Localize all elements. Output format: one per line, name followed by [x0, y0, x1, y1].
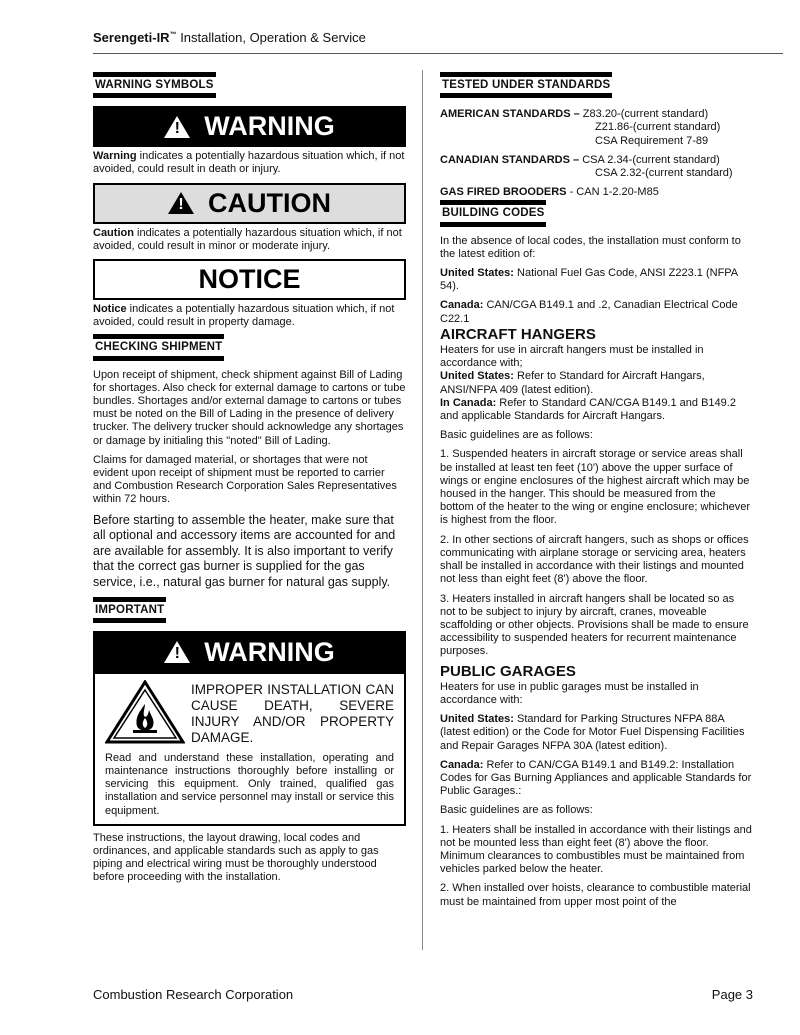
section-heading-tested-standards: TESTED UNDER STANDARDS [440, 72, 612, 98]
fire-hazard-icon [105, 680, 185, 744]
left-column [93, 72, 406, 891]
garages-canada: Canada: Refer to CAN/CGA B149.1 and B149.2: Installation Codes for Gas Burning Appliances and applicable Standards for Public Garages.: [440, 758, 752, 798]
gas-fired-brooders: GAS FIRED BROODERS - CAN 1-2.20-M85 [440, 186, 659, 199]
building-canada: Canada: CAN/CGA B149.1 and .2, Canadian Electrical Code C22.1 [440, 299, 738, 325]
page-footer [93, 987, 753, 1002]
important-body-text: Read and understand these installation, operating and maintenance instructions thoroughly before installing or servicing this equipment. Only trained, qualified gas installation and service personnel may install or service this equipment. [105, 751, 394, 817]
section-heading-warning-symbols: WARNING SYMBOLS [93, 72, 216, 98]
warning-triangle-icon: ! [164, 641, 190, 663]
closing-paragraph: These instructions, the layout drawing, local codes and ordinances, and applicable standards such as apply to gas piping and electrical wiring must be thoroughly understood before proceeding with the installation. [93, 831, 379, 884]
header-rule [93, 53, 783, 54]
right-column [440, 72, 752, 915]
footer-page-number: Page 3 [711, 987, 753, 1002]
building-paragraph: In the absence of local codes, the installation must conform to the latest edition of: [440, 234, 741, 260]
aircraft-basic: Basic guidelines are as follows: [440, 429, 593, 442]
aircraft-us: United States: Refer to Standard for Aircraft Hangars, ANSI/NFPA 409 (latest edition). [440, 370, 705, 396]
important-warning-box [93, 631, 406, 826]
heading-aircraft-hangers: AIRCRAFT HANGERS [440, 325, 596, 343]
aircraft-canada: In Canada: Refer to Standard CAN/CGA B149.1 and B149.2 and applicable Standards for Aircraft Hangars. [440, 396, 736, 423]
aircraft-item-3: 3. Heaters installed in aircraft hangers shall be located so as not to be subject to injury by aircraft, cranes, moveable scaffolding or other objects. Provisions shall be made to ensure accessibility to suspended heaters for recurrent maintenance purposes. [440, 592, 749, 658]
section-heading-important: IMPORTANT [93, 597, 166, 623]
garages-basic: Basic guidelines are as follows: [440, 804, 593, 817]
garages-item-2: 2. When installed over hoists, clearance to combustible material must be maintained from upper most point of the [440, 882, 751, 908]
column-divider [422, 70, 423, 950]
notice-definition: Notice indicates a potentially hazardous situation which, if not avoided, could result in property damage. [93, 303, 395, 329]
section-heading-checking-shipment: CHECKING SHIPMENT [93, 334, 224, 360]
page-header [93, 30, 783, 45]
notice-label: NOTICE [198, 263, 301, 294]
caution-triangle-icon: ! [168, 192, 194, 214]
warning-label: WARNING [204, 111, 335, 142]
canadian-standards: CANADIAN STANDARDS – CSA 2.34-(current standard) CSA 2.32-(current standard) [440, 153, 733, 180]
caution-definition: Caution indicates a potentially hazardous situation which, if not avoided, could result in minor or moderate injury. [93, 226, 402, 252]
caution-label: CAUTION [208, 187, 331, 218]
caution-banner [93, 183, 406, 224]
important-warning-label: WARNING [204, 636, 335, 667]
aircraft-intro: Heaters for use in aircraft hangers must be installed in accordance with; [440, 344, 704, 370]
garages-intro: Heaters for use in public garages must be installed in accordance with: [440, 680, 699, 706]
warning-definition: Warning indicates a potentially hazardous situation which, if not avoided, could result in death or injury. [93, 150, 405, 176]
building-us: United States: National Fuel Gas Code, ANSI Z223.1 (NFPA 54). [440, 267, 738, 293]
garages-item-1: 1. Heaters shall be installed in accordance with their listings and not be mounted less than eight feet (8') above the floor. Minimum clearances to combustibles must be maintained from vehicles parked below the heater. [440, 823, 752, 876]
footer-company: Combustion Research Corporation [93, 987, 294, 1002]
important-warning-banner [95, 633, 404, 674]
aircraft-item-2: 2. In other sections of aircraft hangers, such as shops or offices communicating with airplane storage or servicing area, heaters shall be installed in accordance with their listings and mounted not less than eight feet (8') above the floor. [440, 533, 749, 586]
checking-paragraph-3: Before starting to assemble the heater, make sure that all optional and accessory items are accounted for and are available for assembly. It is also important to verify that the correct gas burner is supplied for the gas service, i.e., natural gas burner for natural gas supply. [93, 512, 396, 590]
warning-banner [93, 106, 406, 147]
american-standards: AMERICAN STANDARDS – Z83.20-(current standard) Z21.86-(current standard) CSA Requirement 7-89 [440, 108, 721, 147]
checking-paragraph-2: Claims for damaged material, or shortages that were not evident upon receipt of shipment must be reported to carrier and Combustion Research Corporation Sales Representatives within 72 hours. [93, 453, 397, 506]
important-caps-text: IMPROPER INSTALLATION CAN CAUSE DEATH, SEVERE INJURY AND/OR PROPERTY DAMAGE. [191, 681, 394, 745]
heading-public-garages: PUBLIC GARAGES [440, 662, 576, 680]
notice-banner [93, 259, 406, 300]
garages-us: United States: Standard for Parking Structures NFPA 88A (latest edition) or the Code for Motor Fuel Dispensing Facilities and Repair Garages NFPA 30A (latest edition). [440, 713, 745, 752]
aircraft-item-1: 1. Suspended heaters in aircraft storage or service areas shall be installed at least ten feet (10') above the upper surface of wings or engine enclosures of the highest aircraft which may be housed in the hanger. This should be measured from the bottom of the heater to the wing or engine enclosure; whichever is highest from the floor. [440, 448, 751, 527]
checking-paragraph-1: Upon receipt of shipment, check shipment against Bill of Lading for shortages. Also check for external damage to cartons or tube bundles. Shortages and/or external damage to cartons or tubes must be noted on the Bill of Lading in the presence of delivery trucker. The delivery trucker should acknowledge any shortages or damage by initialing this "noted" Bill of Lading. [93, 368, 406, 447]
section-heading-building-codes: BUILDING CODES [440, 200, 546, 226]
brand-name: Serengeti-IR™ [93, 30, 177, 45]
header-subtitle: Installation, Operation & Service [176, 30, 366, 45]
warning-triangle-icon: ! [164, 116, 190, 138]
